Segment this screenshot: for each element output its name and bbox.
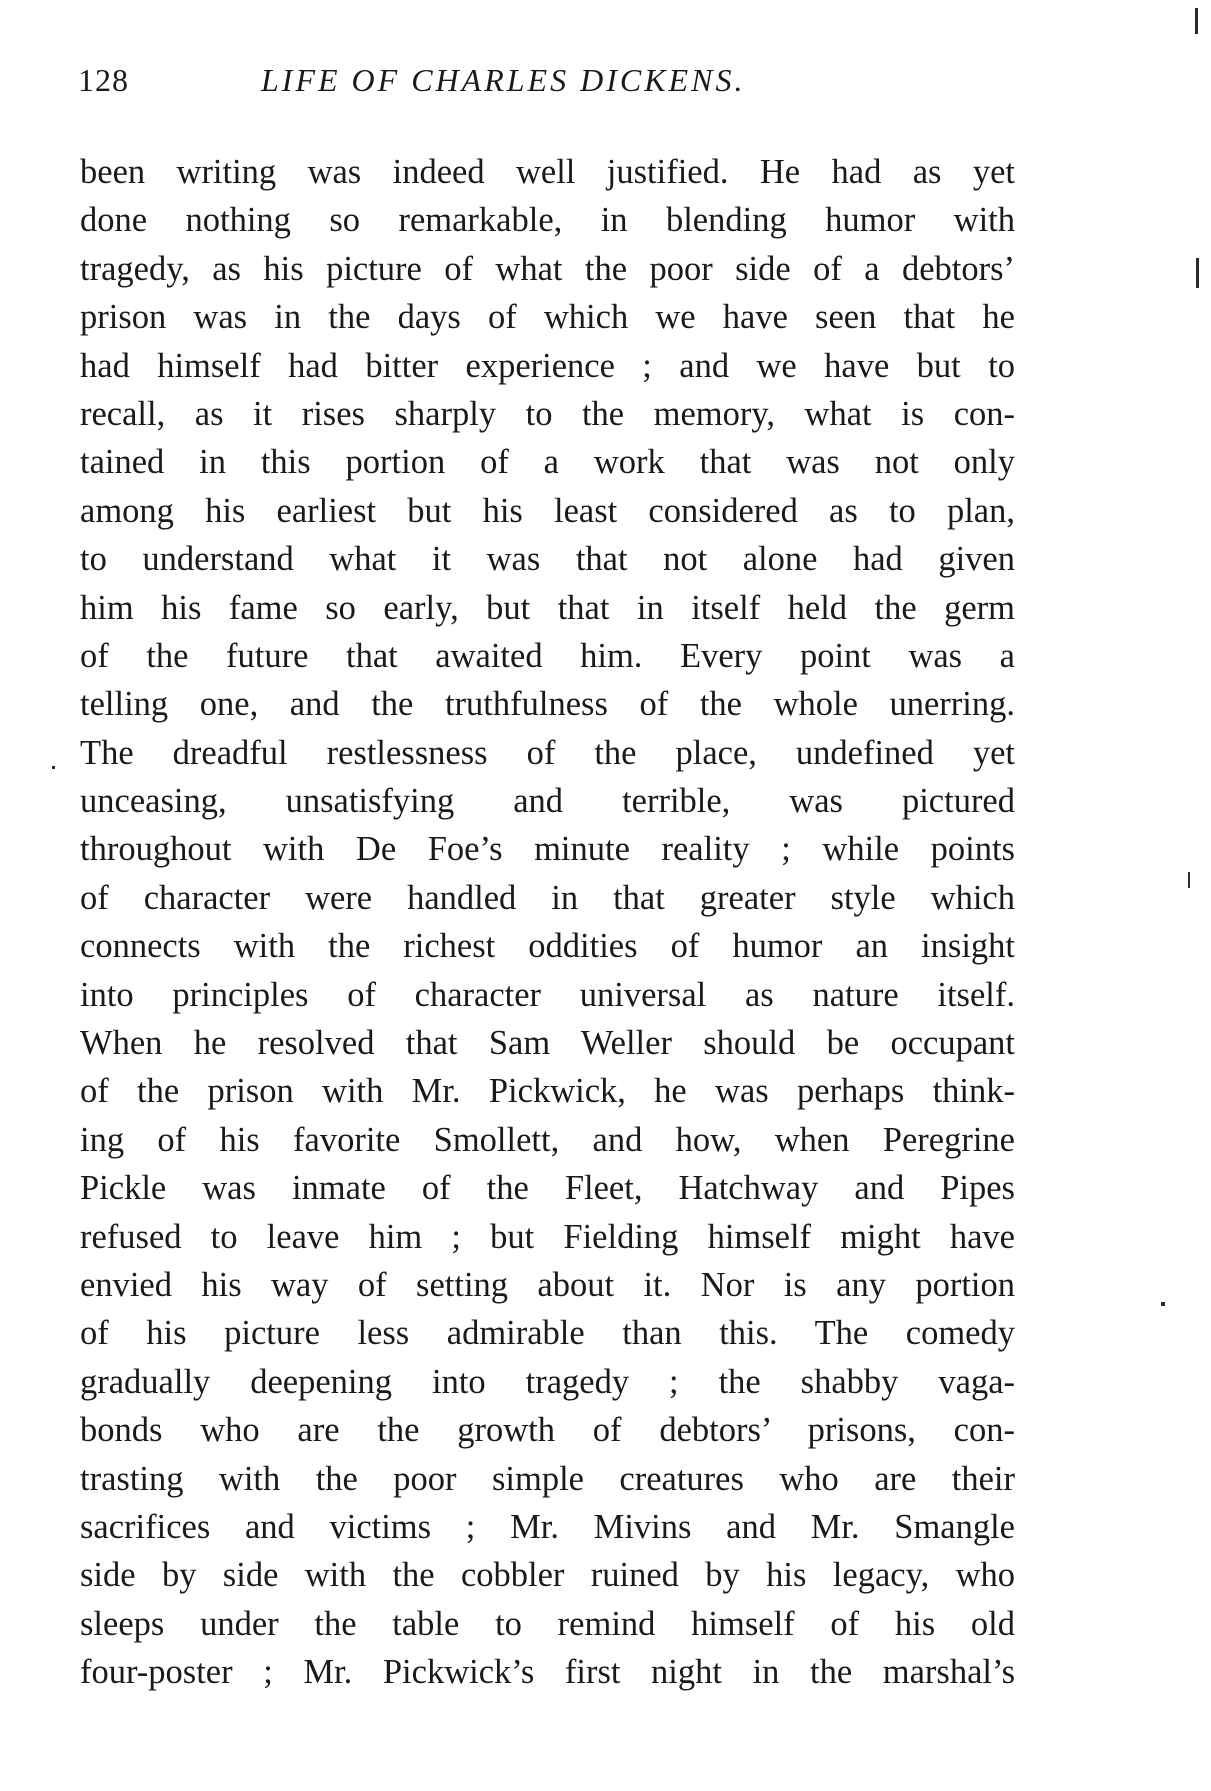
text-line: unceasing, unsatisfying and terrible, was pictured [80,782,1015,821]
text-line: trasting with the poor simple creatures who are their [80,1459,1015,1498]
text-line: into principles of character universal as nature itself. [80,975,1015,1014]
text-line: throughout with De Foe’s minute reality ; while points [80,830,1015,869]
text-line: tained in this portion of a work that was not only [80,443,1015,482]
text-line: The dreadful restlessness of the place, undefined yet [80,733,1015,772]
text-line: telling one, and the truthfulness of the whole unerring. [80,685,1015,724]
text-line: him his fame so early, but that in itself held the germ [80,588,1015,627]
page-number: 128 [78,62,129,98]
text-line: to understand what it was that not alone had given [80,540,1015,579]
text-line: four-poster ; Mr. Pickwick’s first night in the marshal’s [80,1653,1015,1692]
text-line: connects with the richest oddities of humor an insight [80,927,1015,966]
text-line: of the future that awaited him. Every point was a [80,636,1015,675]
text-line: of the prison with Mr. Pickwick, he was perhaps think- [80,1072,1015,1111]
margin-speck [1195,8,1198,34]
text-line: Pickle was inmate of the Fleet, Hatchway and Pipes [80,1169,1015,1208]
running-title: LIFE OF CHARLES DICKENS. [261,62,746,98]
text-line: When he resolved that Sam Weller should be occupant [80,1024,1015,1063]
text-line: had himself had bitter experience ; and we have but to [80,346,1015,385]
text-line: recall, as it rises sharply to the memory, what is con- [80,394,1015,433]
text-line: tragedy, as his picture of what the poor side of a debtors’ [80,249,1015,288]
margin-speck [1196,258,1199,288]
text-line: sacrifices and victims ; Mr. Mivins and Mr. Smangle [80,1507,1015,1546]
text-line: refused to leave him ; but Fielding himself might have [80,1217,1015,1256]
body-text [80,148,1015,1697]
text-line: of character were handled in that greater style which [80,878,1015,917]
text-line: gradually deepening into tragedy ; the shabby vaga- [80,1362,1015,1401]
text-line: ing of his favorite Smollett, and how, when Peregrine [80,1120,1015,1159]
margin-speck [1161,1302,1165,1306]
text-line: among his earliest but his least considered as to plan, [80,491,1015,530]
text-line: sleeps under the table to remind himself of his old [80,1604,1015,1643]
text-line: bonds who are the growth of debtors’ prisons, con- [80,1411,1015,1450]
text-line: of his picture less admirable than this. The comedy [80,1314,1015,1353]
text-line: side by side with the cobbler ruined by his legacy, who [80,1556,1015,1595]
running-head [78,62,1008,112]
margin-speck [52,766,55,769]
margin-speck [1188,872,1190,888]
text-line: been writing was indeed well justified. He had as yet [80,153,1015,191]
text-line: envied his way of setting about it. Nor is any portion [80,1265,1015,1304]
text-line: done nothing so remarkable, in blending humor with [80,201,1015,240]
text-line: prison was in the days of which we have seen that he [80,298,1015,337]
